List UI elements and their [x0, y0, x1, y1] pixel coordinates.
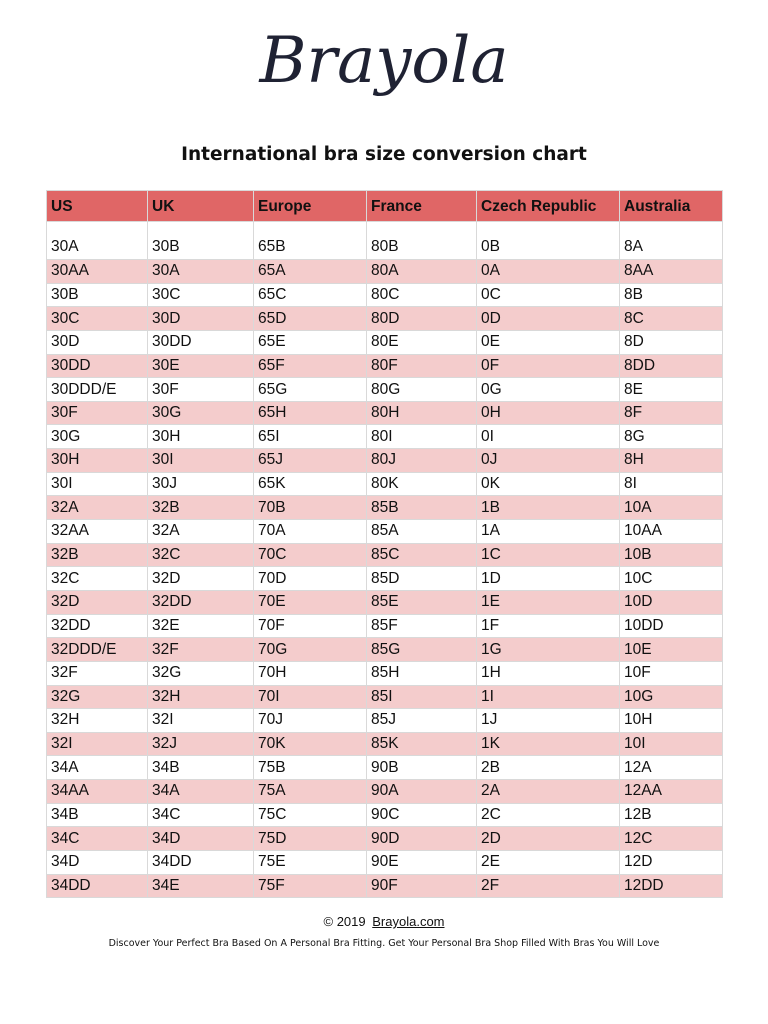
table-cell: 34D — [148, 827, 254, 851]
table-cell: 1I — [477, 685, 620, 709]
table-cell: 75B — [254, 756, 367, 780]
table-row — [47, 425, 723, 449]
table-row — [47, 449, 723, 473]
table-cell: 34A — [47, 756, 148, 780]
table-cell: 8E — [620, 378, 723, 402]
table-cell: 32B — [47, 543, 148, 567]
table-cell: 10B — [620, 543, 723, 567]
table-cell: 80K — [367, 472, 477, 496]
table-cell: 30A — [47, 222, 148, 260]
table-row — [47, 307, 723, 331]
table-row — [47, 827, 723, 851]
table-cell: 32G — [148, 661, 254, 685]
table-cell: 8H — [620, 449, 723, 473]
table-cell: 0A — [477, 260, 620, 284]
table-cell: 90C — [367, 803, 477, 827]
table-cell: 85C — [367, 543, 477, 567]
table-row — [47, 756, 723, 780]
table-row — [47, 260, 723, 284]
table-cell: 34C — [148, 803, 254, 827]
table-cell: 75E — [254, 851, 367, 875]
table-cell: 10A — [620, 496, 723, 520]
table-cell: 65E — [254, 330, 367, 354]
table-cell: 1A — [477, 520, 620, 544]
table-cell: 2B — [477, 756, 620, 780]
table-cell: 65K — [254, 472, 367, 496]
table-cell: 30F — [148, 378, 254, 402]
table-cell: 70J — [254, 709, 367, 733]
table-cell: 30AA — [47, 260, 148, 284]
table-cell: 30I — [47, 472, 148, 496]
table-row — [47, 378, 723, 402]
size-conversion-table — [46, 190, 723, 898]
table-cell: 32D — [47, 590, 148, 614]
table-cell: 32I — [148, 709, 254, 733]
table-cell: 65H — [254, 401, 367, 425]
table-cell: 85G — [367, 638, 477, 662]
table-cell: 1C — [477, 543, 620, 567]
table-cell: 30C — [47, 307, 148, 331]
table-row — [47, 354, 723, 378]
table-cell: 12B — [620, 803, 723, 827]
table-cell: 70I — [254, 685, 367, 709]
table-cell: 30B — [148, 222, 254, 260]
table-cell: 34DD — [148, 851, 254, 875]
table-cell: 85I — [367, 685, 477, 709]
table-cell: 2F — [477, 874, 620, 898]
table-cell: 30D — [148, 307, 254, 331]
table-cell: 80A — [367, 260, 477, 284]
table-cell: 70F — [254, 614, 367, 638]
table-cell: 65J — [254, 449, 367, 473]
table-cell: 30B — [47, 283, 148, 307]
table-row — [47, 330, 723, 354]
table-row — [47, 638, 723, 662]
table-cell: 70E — [254, 590, 367, 614]
table-cell: 8F — [620, 401, 723, 425]
table-row — [47, 874, 723, 898]
footer-tagline: Discover Your Perfect Bra Based On A Personal Bra Fitting. Get Your Personal Bra Shop Filled With Bras You Will Love — [108, 938, 660, 949]
table-row — [47, 709, 723, 733]
table-cell: 85E — [367, 590, 477, 614]
table-cell: 65A — [254, 260, 367, 284]
table-cell: 1D — [477, 567, 620, 591]
table-cell: 10C — [620, 567, 723, 591]
table-row — [47, 496, 723, 520]
table-cell: 85J — [367, 709, 477, 733]
table-cell: 1J — [477, 709, 620, 733]
table-cell: 65D — [254, 307, 367, 331]
table-cell: 2C — [477, 803, 620, 827]
table-cell: 34E — [148, 874, 254, 898]
page-title: International bra size conversion chart — [181, 144, 587, 165]
table-cell: 34DD — [47, 874, 148, 898]
table-cell: 85A — [367, 520, 477, 544]
table-cell: 85K — [367, 732, 477, 756]
logo-wordmark — [234, 14, 534, 124]
table-cell: 32C — [47, 567, 148, 591]
table-cell: 2D — [477, 827, 620, 851]
table-cell: 30DD — [47, 354, 148, 378]
table-row — [47, 567, 723, 591]
table-cell: 12DD — [620, 874, 723, 898]
table-cell: 10F — [620, 661, 723, 685]
logo-text: Brayola — [259, 24, 509, 98]
table-cell: 70C — [254, 543, 367, 567]
table-cell: 10I — [620, 732, 723, 756]
column-header: US — [47, 191, 148, 222]
copyright-text: © 2019 — [323, 914, 366, 929]
table-row — [47, 543, 723, 567]
table-cell: 34B — [47, 803, 148, 827]
table-cell: 32J — [148, 732, 254, 756]
table-cell: 80H — [367, 401, 477, 425]
table-cell: 30F — [47, 401, 148, 425]
table-cell: 2A — [477, 780, 620, 804]
table-cell: 30G — [148, 401, 254, 425]
table-cell: 1F — [477, 614, 620, 638]
table-cell: 0B — [477, 222, 620, 260]
table-row — [47, 851, 723, 875]
table-cell: 32DDD/E — [47, 638, 148, 662]
table-cell: 0E — [477, 330, 620, 354]
table-cell: 32C — [148, 543, 254, 567]
table-row — [47, 614, 723, 638]
table-cell: 8G — [620, 425, 723, 449]
brand-logo — [0, 14, 768, 124]
column-header: Czech Republic — [477, 191, 620, 222]
table-cell: 0C — [477, 283, 620, 307]
table-cell: 80D — [367, 307, 477, 331]
table-cell: 30D — [47, 330, 148, 354]
table-cell: 8I — [620, 472, 723, 496]
table-cell: 80B — [367, 222, 477, 260]
table-cell: 85B — [367, 496, 477, 520]
table-cell: 0F — [477, 354, 620, 378]
table-cell: 70A — [254, 520, 367, 544]
table-cell: 65C — [254, 283, 367, 307]
table-cell: 30I — [148, 449, 254, 473]
table-cell: 34C — [47, 827, 148, 851]
table-cell: 10D — [620, 590, 723, 614]
table-cell: 1K — [477, 732, 620, 756]
table-cell: 70K — [254, 732, 367, 756]
table-cell: 0D — [477, 307, 620, 331]
table-cell: 10H — [620, 709, 723, 733]
table-cell: 80F — [367, 354, 477, 378]
table-cell: 12D — [620, 851, 723, 875]
table-cell: 90E — [367, 851, 477, 875]
table-cell: 70H — [254, 661, 367, 685]
table-cell: 90D — [367, 827, 477, 851]
table-cell: 32D — [148, 567, 254, 591]
table-cell: 8B — [620, 283, 723, 307]
table-cell: 32AA — [47, 520, 148, 544]
table-cell: 85F — [367, 614, 477, 638]
table-cell: 30H — [148, 425, 254, 449]
table-cell: 65F — [254, 354, 367, 378]
table-cell: 34AA — [47, 780, 148, 804]
table-cell: 30E — [148, 354, 254, 378]
table-cell: 32A — [47, 496, 148, 520]
table-row — [47, 520, 723, 544]
table-cell: 1H — [477, 661, 620, 685]
table-cell: 12A — [620, 756, 723, 780]
column-header: France — [367, 191, 477, 222]
table-row — [47, 661, 723, 685]
column-header: Australia — [620, 191, 723, 222]
table-cell: 1G — [477, 638, 620, 662]
table-cell: 34B — [148, 756, 254, 780]
table-cell: 0H — [477, 401, 620, 425]
table-cell: 80J — [367, 449, 477, 473]
table-cell: 32B — [148, 496, 254, 520]
table-cell: 65G — [254, 378, 367, 402]
table-row — [47, 283, 723, 307]
table-cell: 0K — [477, 472, 620, 496]
table-cell: 85D — [367, 567, 477, 591]
table-cell: 32F — [148, 638, 254, 662]
table-cell: 0G — [477, 378, 620, 402]
table-cell: 8C — [620, 307, 723, 331]
table-cell: 2E — [477, 851, 620, 875]
table-cell: 65I — [254, 425, 367, 449]
table-cell: 8AA — [620, 260, 723, 284]
table-cell: 90A — [367, 780, 477, 804]
table-cell: 10DD — [620, 614, 723, 638]
brayola-link[interactable]: Brayola.com — [372, 914, 445, 929]
table-cell: 12C — [620, 827, 723, 851]
table-cell: 10E — [620, 638, 723, 662]
table-cell: 8A — [620, 222, 723, 260]
table-cell: 30DD — [148, 330, 254, 354]
table-row — [47, 472, 723, 496]
copyright-line — [0, 914, 768, 929]
table-cell: 90F — [367, 874, 477, 898]
column-header: UK — [148, 191, 254, 222]
table-cell: 0I — [477, 425, 620, 449]
table-cell: 1B — [477, 496, 620, 520]
table-cell: 32H — [148, 685, 254, 709]
table-cell: 80I — [367, 425, 477, 449]
table-cell: 32A — [148, 520, 254, 544]
table-body — [47, 222, 723, 898]
table-cell: 70G — [254, 638, 367, 662]
table-cell: 80E — [367, 330, 477, 354]
table-cell: 30A — [148, 260, 254, 284]
table-row — [47, 780, 723, 804]
table-cell: 12AA — [620, 780, 723, 804]
table-row — [47, 732, 723, 756]
table-cell: 8DD — [620, 354, 723, 378]
table-cell: 32F — [47, 661, 148, 685]
table-cell: 10AA — [620, 520, 723, 544]
table-cell: 32DD — [148, 590, 254, 614]
table-cell: 70B — [254, 496, 367, 520]
table-cell: 30H — [47, 449, 148, 473]
table-cell: 90B — [367, 756, 477, 780]
table-cell: 30C — [148, 283, 254, 307]
table-cell: 30J — [148, 472, 254, 496]
table-row — [47, 803, 723, 827]
table-cell: 32G — [47, 685, 148, 709]
table-cell: 75A — [254, 780, 367, 804]
table-cell: 32E — [148, 614, 254, 638]
table-row — [47, 401, 723, 425]
table-cell: 80C — [367, 283, 477, 307]
table-cell: 34D — [47, 851, 148, 875]
table-row — [47, 222, 723, 260]
table-cell: 32DD — [47, 614, 148, 638]
table-cell: 32I — [47, 732, 148, 756]
table-cell: 70D — [254, 567, 367, 591]
table-cell: 75C — [254, 803, 367, 827]
table-cell: 0J — [477, 449, 620, 473]
table-cell: 75D — [254, 827, 367, 851]
column-header: Europe — [254, 191, 367, 222]
table-cell: 65B — [254, 222, 367, 260]
table-cell: 8D — [620, 330, 723, 354]
table-cell: 85H — [367, 661, 477, 685]
table-cell: 34A — [148, 780, 254, 804]
table-cell: 10G — [620, 685, 723, 709]
table-header-row — [47, 191, 723, 222]
table-cell: 30G — [47, 425, 148, 449]
table-cell: 75F — [254, 874, 367, 898]
table-row — [47, 685, 723, 709]
table-cell: 1E — [477, 590, 620, 614]
table-cell: 30DDD/E — [47, 378, 148, 402]
table-cell: 32H — [47, 709, 148, 733]
table-row — [47, 590, 723, 614]
table-cell: 80G — [367, 378, 477, 402]
